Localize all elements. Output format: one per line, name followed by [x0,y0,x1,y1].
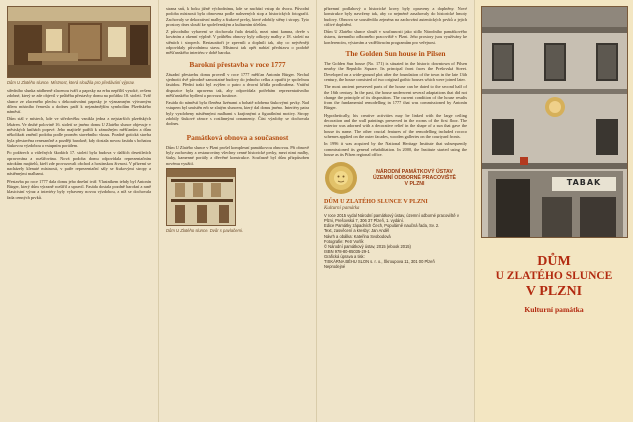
column-1 [0,0,158,422]
cover-title-line: DŮM [537,254,571,269]
imprint-line: Text, zasvěcení a kresby: Jan Anděl [324,228,390,234]
shop-sign: TABAK [566,178,602,187]
paragraph: The Golden Sun house (No. 171) is situated in the historic downtown of Pilsen nearby the Republic Square. Its principal front faces the Prešovská Street. Developed on a wide-ground plot after the foundation of the town in the late 13th century, the house consisted of two original gothic houses which were joined later. [324,61,467,82]
cover-title-line: V PLZNI [525,284,583,299]
paragraph: Hypothetically, his creative activities may be linked with the large ceiling decoration and the wall paintings preserved in the rooms of the first floor. The exterior was adorned with a decorative relief in the shape of a sun that gave the house its name. The other crucial features of the remodelling included rococo schemes applied on the outer facades, wooden galleries on the courtyard fronts. [324,112,467,139]
imprint-line: TISKÁRNA BĚHU SLON s. r. o., Škroupova 11, 301 00 Plzeň [324,258,435,264]
cover-title-line: U ZLATÉHO SLUNCE [495,270,613,282]
imprint-line: Grafická úprava a tisk: [324,253,365,259]
publication-title: DŮM U ZLATÉHO SLUNCE V PLZNI [324,199,428,206]
facade-photo [481,6,628,238]
institute-line: ÚZEMNÍ ODBORNÉ PRACOVIŠTĚ [372,175,456,182]
paragraph: Dům U Zlatého slunce slouží v současnosti jako sídlo Národního památkového ústavu, územního odborného pracoviště v Plzni. Jeho prostory jsou využívány ke konferencím, výstavám a vzdělávacím programům pro veřejnost. [324,29,467,45]
paragraph: Dům U Zlatého slunce v Plzni prošel komplexní památkovou obnovou. Při obnově byly zachovány a restaurovány všechny cenné historické prvky, mezi nimi malby, štuky, kamenné portály a dřevěné konstrukce. Současně byl dům přizpůsoben novému využití. [166,144,309,166]
section-heading: Památková obnova a současnost [186,132,289,142]
institute-line: NÁRODNÍ PAMÁTKOVÝ ÚSTAV [376,169,453,176]
photo-caption: Dům U Zlatého slunce. Místnost, která sloužila pro předávání výprav. [7,80,135,85]
imprint-line: Návrh a obálka: Kateřina Svobodová [324,233,391,239]
institute-block [324,161,467,195]
section-heading-english: The Golden Sun house in Pilsen [345,49,446,59]
paragraph: Dům stál v místech, kde ve středověku vznikla jedna z nejstarších plzeňských lékáren. Ve druhé polovině 16. století se jméno domu U Zlatého slunce objevuje v městských knihách poprvé. Jeho majitelé patřili k zámožným měšťanům a dům několikrát změnil podobu podle proměn stavebního vkusu. Pozdně gotická stavba byla přestavěna renesančně a později barokně, kdy dostala novou fasádu s bohatou štukovou výzdobou a vstupním portálem. [7,116,151,148]
paragraph: The most ancient preserved parts of the house can be dated to the second half of the 16th century. In the past, the house underwent several adaptations that did not change the principle of its disposition. The current condition of the house results from the fundamental remodelling in 1777 that was commissioned by Antonín Bürger. [324,84,467,111]
paragraph: Zásadní přestavbu domu provedl v roce 1777 měšťan Antonín Bürger. Nechal sjednotit dvě původně samostatné budovy do jednoho celku a opatřit je společnou fasádou. Přední trakt byl zvýšen o patro a dvorní křídla prodloužena. Vnitřní dispozice byla upravena tak, aby odpovídala potřebám reprezentativního měšťanského bydlení a provozu hostince. [166,71,309,98]
institute-name [362,169,467,187]
photo-caption: Dům U Zlatého slunce. Dvůr s pavlačemi. [166,227,244,233]
section-heading: Barokní přestavba v roce 1777 [189,59,286,69]
paragraph: Fasáda do náměstí byla členěna lizénami a bohatě zdobena štukovými prvky. Nad vstupem byl umístěn erb se zlatým sluncem, který dal domu jméno. Interiéry patra byly vyzdobeny nástěnnými malbami s krajinnými a figurálními motivy. Stropy zdobily štukové rámce s rostlinnými ornamenty. Část výzdoby se dochovala dodnes. [166,100,309,127]
cover-subtitle: Kulturní památka [524,305,584,314]
imprint-line: © Národní památkový ústav, 2015 (ebook 2015) [324,243,411,249]
paragraph: In 1996 it was acquired by the National Heritage Institute that subsequently commissioned its general rehabilitation. In 2000, the Institute started using the house as its Pilsen regional office. [324,141,467,157]
imprint-line: Neprodejné [324,264,346,270]
imprint-line: Edice Památky západních Čech, Populárně naučná řada, Sv. 2. [324,223,440,229]
imprint-line: ISBN 978-80-85035-29-1 [324,248,370,254]
paragraph: strana snů, k boku jižně východnímu, kde se nachází vstup do dvora. Původní podoba místnosti byla obnovena podle nalezených stop a historických fotografií. Zachovaly se dekorativní malby a štukové prvky, které zdobily stěny i stropy. Tyto prostory dnes slouží ke společenským a kulturním účelům. [166,6,309,27]
paragraph: Z původního vybavení se dochovala řada detailů, mezi nimi kamna, dveře s kováním a okenní výplně. V průběhu obnovy byly odkryty malby z 18. století na stěnách i stropech. Restaurátoři je zpevnili a doplnili tak, aby co nejvěrněji odpovídaly původnímu stavu. Místnost tak opět nabízí představu o podobě měšťanského interiéru v době baroka. [166,29,309,56]
courtyard-photo [166,168,236,226]
cover-title-block [481,254,627,314]
imprint-line: V roce 2015 vydal Národní památkový ústav, územní odborné pracoviště v Plzni, Prešovská 7, 306 37 Plzeň, 1. vydání. [324,213,459,224]
column-2 [158,0,316,422]
column-3 [316,0,474,422]
paragraph: přízemní podlahový a historické krovy byly opraveny a doplněny. Nové konstrukce byly navrženy tak, aby co nejméně zasahovaly do historické hmoty budovy. Obnova se soustředila zejména na zachování autentických prvků a jejich citlivé doplnění. [324,6,467,27]
golden-sun-emblem-icon [324,161,358,195]
interior-photo [7,6,151,78]
publication-subtitle: Kulturní památka [324,206,360,212]
institute-line: V PLZNI [404,181,425,188]
paragraph: Přestavba po roce 1777 dala domu jeho dnešní tvář. Vlastníkem tehdy byl Antonín Bürger, který dům výrazně rozšířil a upravil. Fasáda dostala pozdně barokní a raně klasicistní výraz a interiéry byly vybaveny novou výzdobou, z níž se dochovala řada cenných prvků. [7,178,151,200]
imprint-line: Fotografie: Petr Vorlík [324,238,364,244]
cover-column [474,0,633,422]
paragraph: středního slunka nádherně zlacenou tváří a paprsky na erbu nepříliš vysoké, ovšem zdobné, který se zde objevil v průběhu přestavby domu na počátku 18. století. Tvář slunce ze zlaceného plechu s dekorativními paprsky je významným výtvarným dílem místního řemesla a dodnes patří k nejznámějším symbolům Plzeňského náměstí. [7,88,151,115]
paragraph: Po požárech a válečných škodách 17. století byla budova v dalších desetiletích opravována a rozšiřována. Nová podoba domu odpovídala reprezentačním nárokům majitelů, kteří zde provozovali obchod a hostinskou živnost. V přízemí se nacházely klenuté místnosti, v patře reprezentační sály se štukovými stropy a nástěnnými malbami. [7,150,151,177]
